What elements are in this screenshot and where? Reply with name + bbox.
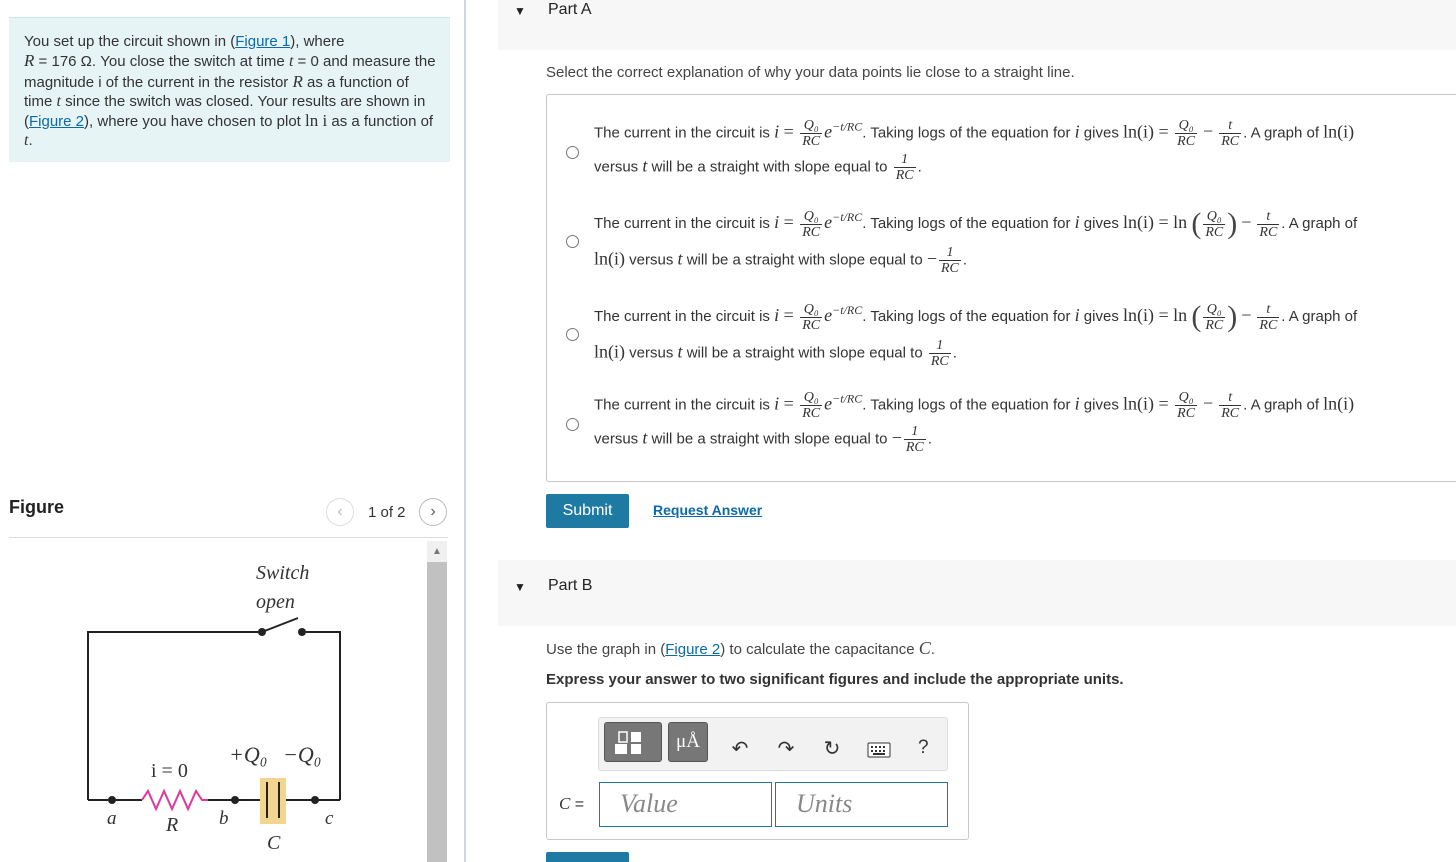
choice-4-line-1: The current in the circuit is i = $\frac{\text{Q₀}}{RC}$ $e^{-t/RC}$. Taking logs of the equation for i gives ln(i) = $\frac{\text{Q₀}}{RC}$ − $\frac{t}{RC}$ . A graph of ln(i) [594, 390, 1355, 421]
choice-1-line-1: The current in the circuit is i = $\frac{\text{Q₀}}{RC}$ $e^{-t/RC}$. Taking logs of the equation for i gives ln(i) = $\frac{\text{Q₀}}{RC}$ − $\frac{t}{RC}$ . A graph of ln(i) [594, 118, 1355, 149]
request-answer-link[interactable]: Request Answer [653, 502, 763, 518]
figure-2-link[interactable]: Figure 2 [29, 113, 85, 131]
submit-button[interactable]: Submit [546, 494, 629, 528]
switch-state-label: open [256, 591, 295, 613]
scroll-up-icon[interactable]: ▲ [432, 545, 442, 557]
choice-2-line-1: The current in the circuit is i = $\frac{\text{Q₀}}{RC}$ $e^{-t/RC}$. Taking logs of the equation for i gives ln(i) = ln ( $\frac{\text{Q₀}}{RC}$ ) − $\frac{t}{RC}$ . A graph of [594, 207, 1358, 240]
templates-button[interactable] [604, 722, 662, 762]
prev-figure-button[interactable] [326, 498, 354, 526]
part-b-header[interactable] [498, 560, 1456, 626]
switch-label: Switch [256, 562, 310, 584]
caret-down-icon: ▼ [514, 580, 526, 594]
choice-2-radio[interactable] [566, 235, 579, 248]
choice-4-radio[interactable] [566, 418, 579, 431]
choice-3-line-1: The current in the circuit is i = $\frac{\text{Q₀}}{RC}$ $e^{-t/RC}$. Taking logs of the equation for i gives ln(i) = ln ( $\frac{\text{Q₀}}{RC}$ ) − $\frac{t}{RC}$ . A graph of [594, 300, 1358, 333]
part-b-instruction: Express your answer to two significant figures and include the appropriate units. [546, 671, 1124, 688]
caret-down-icon: ▼ [514, 4, 526, 18]
part-a-title: Part A [548, 1, 592, 18]
units-button[interactable]: μÅ [668, 722, 708, 762]
figure-separator [9, 537, 448, 538]
help-button[interactable]: ? [918, 737, 929, 758]
choice-2-line-2: ln(i) versus t will be a straight with slope equal to − $\frac{1}{RC}$ . [594, 245, 968, 276]
undo-icon[interactable]: ↶ [731, 737, 749, 760]
current-label: i = 0 [151, 760, 188, 782]
chevron-left-icon: ‹ [337, 503, 343, 520]
figure-scrollbar-thumb[interactable] [427, 562, 447, 862]
capacitor-label: C [267, 832, 281, 854]
choice-4-line-2: versus t will be a straight with slope equal to − $\frac{1}{RC}$ . [594, 424, 932, 455]
chevron-right-icon: › [430, 503, 436, 520]
part-b-prompt: Use the graph in (Figure 2) to calculate the capacitance C. [546, 638, 935, 658]
value-input[interactable]: Value [599, 782, 772, 827]
submit-button-b[interactable] [546, 852, 629, 862]
var-label: C = [559, 794, 585, 813]
choice-1-radio[interactable] [566, 146, 579, 159]
keyboard-icon[interactable] [867, 742, 891, 762]
figure-heading: Figure [9, 497, 65, 517]
node-b-label: b [219, 808, 229, 829]
redo-icon[interactable]: ↷ [777, 737, 795, 760]
node-c-label: c [325, 808, 334, 829]
units-input[interactable]: Units [775, 782, 948, 827]
choice-3-line-2: ln(i) versus t will be a straight with slope equal to $\frac{1}{RC}$ . [594, 338, 957, 369]
panel-divider [464, 0, 466, 862]
part-b-title: Part B [548, 577, 593, 594]
part-a-header[interactable] [498, 0, 1456, 50]
choice-1-line-2: versus t will be a straight with slope equal to $\frac{1}{RC}$ . [594, 152, 922, 183]
charge-negative-label: −Q₀ [283, 742, 322, 767]
part-a-prompt: Select the correct explanation of why your data points lie close to a straight line. [546, 64, 1075, 81]
reset-icon[interactable]: ↻ [823, 737, 841, 760]
figure-counter: 1 of 2 [368, 504, 406, 521]
figure-2-link-b[interactable]: Figure 2 [665, 641, 721, 658]
templates-icon [613, 728, 653, 756]
resistor-label: R [166, 814, 179, 836]
figure-1-link[interactable]: Figure 1 [235, 33, 291, 50]
charge-positive-label: +Q₀ [229, 742, 268, 767]
next-figure-button[interactable] [419, 498, 447, 526]
choice-3-radio[interactable] [566, 328, 579, 341]
problem-intro: You set up the circuit shown in (Figure 1), where R = 176 Ω. You close the switch at time t = 0 and measure the magnitude i of the current in the resistor R as a function of time t since the switch was closed. Your results are shown in (Figure 2), where you have chosen to plot ln i as a function of t. [9, 17, 450, 162]
node-a-label: a [107, 808, 117, 829]
